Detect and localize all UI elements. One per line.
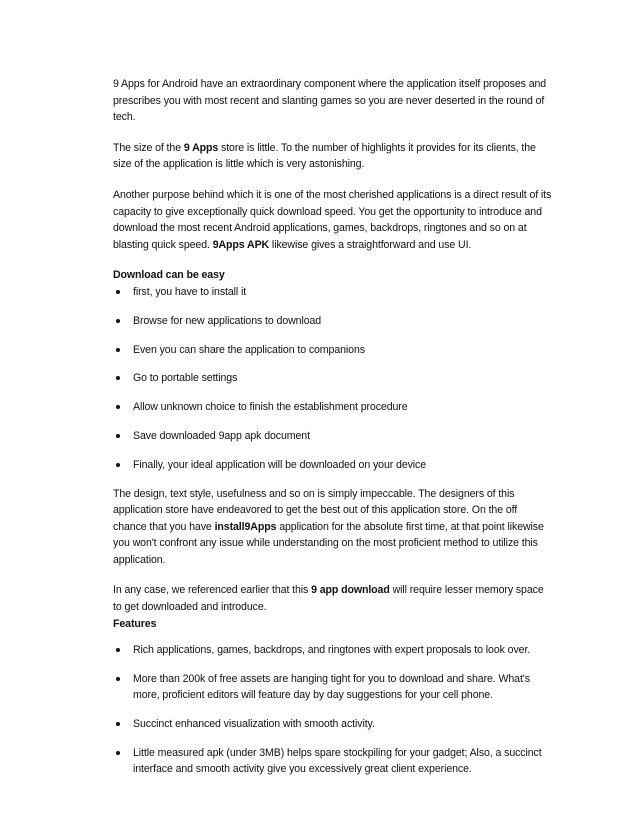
memory-text-end: will require lesser memory space to get downloaded and introduce. (113, 584, 544, 614)
list-item (113, 457, 553, 486)
list-item-text: Little measured apk (under 3MB) helps spare stockpiling for your gadget; Also, a succinct interface and smooth activity give you excessively great client experience. (133, 746, 542, 776)
bullet-icon (116, 348, 120, 352)
memory-paragraph (113, 582, 553, 615)
bullet-icon (116, 405, 120, 409)
memory-text-start: In any case, we referenced earlier that this (113, 584, 312, 597)
download-steps-list (113, 284, 553, 486)
list-item (113, 716, 553, 733)
bullet-icon (116, 751, 120, 755)
bullet-icon (116, 722, 120, 726)
bullet-icon (116, 434, 120, 438)
list-item (113, 313, 553, 342)
features-heading: Features (113, 617, 157, 630)
bullet-icon (116, 463, 120, 467)
list-item (113, 342, 553, 371)
speed-text-end: likewise gives a straightforward and use UI. (269, 238, 472, 251)
list-item-text: Save downloaded 9app apk document (133, 429, 310, 442)
list-item-text: first, you have to install it (133, 285, 247, 298)
bullet-icon (116, 319, 120, 323)
design-paragraph (113, 486, 553, 569)
size-text-start: The size of the (113, 141, 184, 154)
speed-paragraph (113, 187, 553, 253)
memory-bold-term: 9 app download (311, 584, 390, 597)
list-item-text: Succinct enhanced visualization with smooth activity. (133, 718, 375, 731)
list-item (113, 284, 553, 313)
list-item-text: Go to portable settings (133, 372, 238, 385)
intro-paragraph: 9 Apps for Android have an extraordinary component where the application itself proposes and prescribes you with most recent and slanting games so you are never deserted in the round of tech. (113, 78, 547, 124)
list-item-text: Rich applications, games, backdrops, and ringtones with expert proposals to look over. (133, 644, 531, 657)
document-body (113, 76, 553, 790)
size-paragraph (113, 140, 553, 173)
download-heading: Download can be easy (113, 269, 225, 282)
list-item (113, 745, 553, 778)
speed-text-start: Another purpose behind which it is one of the most cherished applications is a direct result of its capacity to give exceptionally quick download speed. You get the opportunity to introduce and download the most recent Android applications, games, backdrops, ringtones and so on at blasting quick speed. (113, 188, 552, 251)
list-item (113, 399, 553, 428)
list-item (113, 642, 553, 659)
list-item (113, 370, 553, 399)
list-item-text: Finally, your ideal application will be downloaded on your device (133, 458, 427, 471)
bullet-icon (116, 376, 120, 380)
speed-bold-term: 9Apps APK (212, 238, 270, 251)
list-item-text: Browse for new applications to download (133, 314, 322, 327)
features-list (113, 642, 553, 778)
design-text-start: The design, text style, usefulness and so on is simply impeccable. The designers of this application store have endeavored to get the best out of this application store. On the off chance that you have (113, 487, 518, 533)
bullet-icon (116, 677, 120, 681)
list-item (113, 428, 553, 457)
bullet-icon (116, 290, 120, 294)
bullet-icon (116, 648, 120, 652)
list-item-text: Even you can share the application to companions (133, 343, 365, 356)
list-item-text: Allow unknown choice to finish the establishment procedure (133, 401, 408, 414)
list-item (113, 671, 553, 704)
design-bold-term: install9Apps (214, 520, 277, 533)
design-text-end: application for the absolute first time, at that point likewise you won't confront any issue while understanding on the most proficient method to utilize this application. (113, 520, 544, 566)
list-item-text: More than 200k of free assets are hanging tight for you to download and share. What's more, proficient editors will feature day by day suggestions for your cell phone. (133, 672, 530, 702)
size-bold-term: 9 Apps (183, 141, 219, 154)
size-text-end: store is little. To the number of highlights it provides for its clients, the size of the application is little which is very astonishing. (113, 141, 536, 171)
